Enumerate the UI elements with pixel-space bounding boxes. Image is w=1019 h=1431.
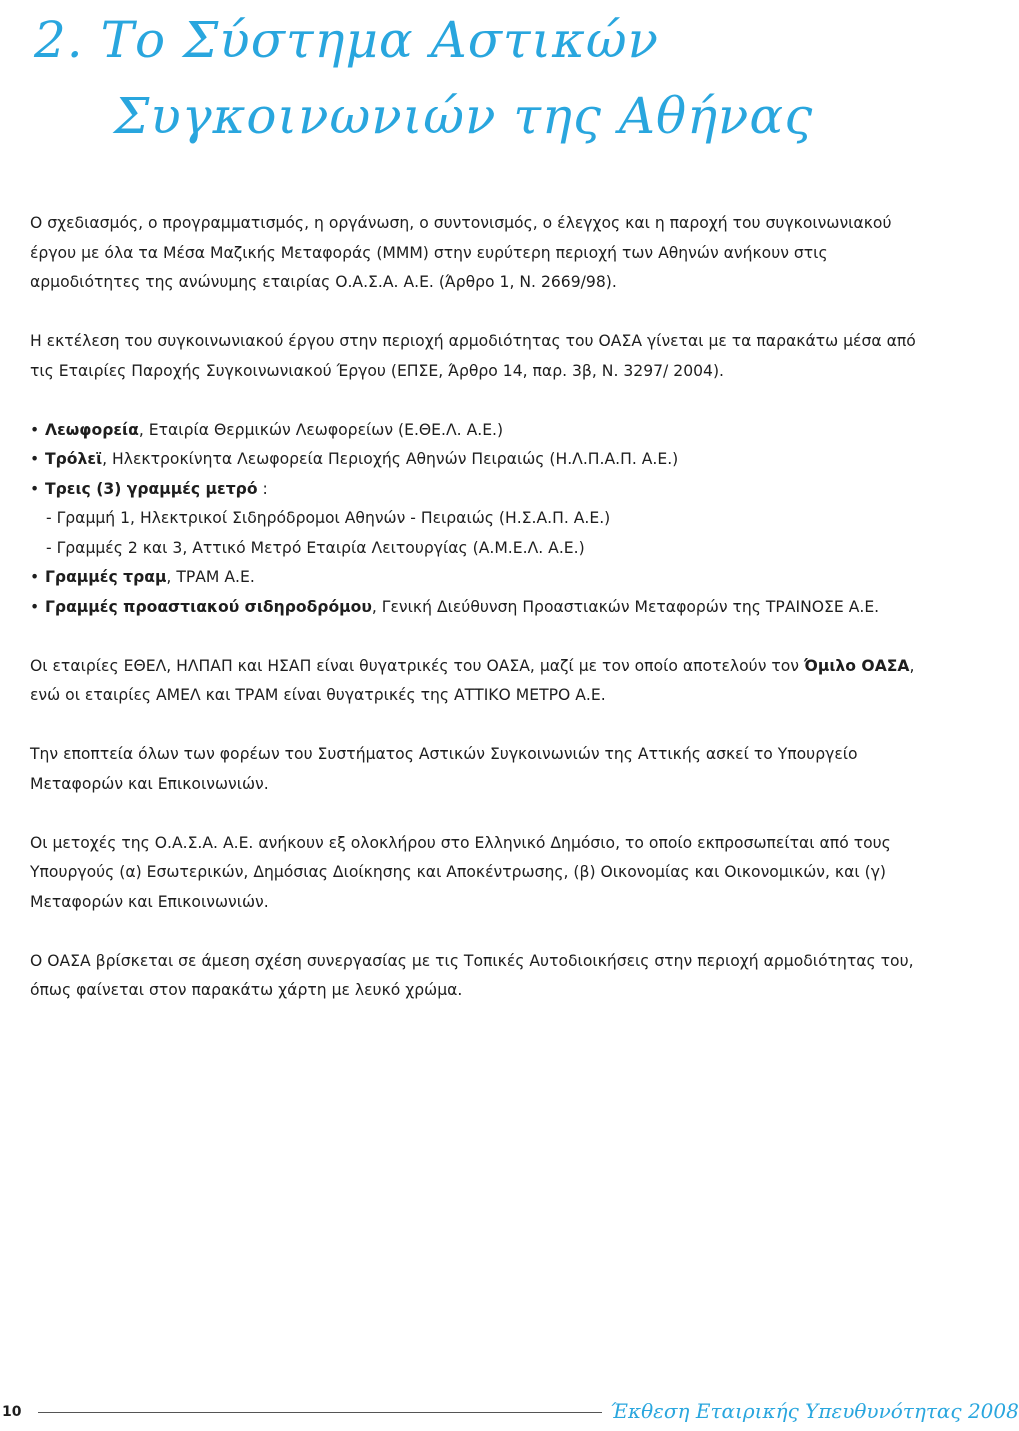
list-item — [30, 475, 936, 505]
bullet-icon: • — [30, 420, 40, 439]
sub-list-item: - Γραμμές 2 και 3, Αττικό Μετρό Εταιρία Λειτουργίας (Α.Μ.Ε.Λ. Α.Ε.) — [46, 538, 585, 557]
list-item — [30, 416, 936, 446]
title-line-2: Συγκοινωνιών της Αθήνας — [114, 87, 814, 145]
sub-list-item: - Γραμμή 1, Ηλεκτρικοί Σιδηρόδρομοι Αθηνών - Πειραιώς (Η.Σ.Α.Π. Α.Ε.) — [46, 509, 611, 527]
paragraph-competences: Ο σχεδιασμός, ο προγραμματισμός, η οργάνωση, ο συντονισμός, ο έλεγχος και η παροχή του συγκοινωνιακού έργου με όλα τα Μέσα Μαζικής Μεταφοράς (ΜΜΜ) στην ευρύτερη περιοχή των Αθηνών ανήκουν στις αρμοδιότητες της ανώνυμης εταιρίας Ο.Α.Σ.Α. Α.Ε. (Άρθρο 1, Ν. 2669/98). — [30, 214, 892, 291]
body-content — [30, 209, 936, 1006]
bullet-icon: • — [30, 568, 40, 586]
list-item — [30, 563, 936, 593]
paragraph-execution: Η εκτέλεση του συγκοινωνιακού έργου στην περιοχή αρμοδιότητας του ΟΑΣΑ γίνεται με τα παρακάτω μέσα από τις Εταιρίες Παροχής Συγκοινωνιακού Έργου (ΕΠΣΕ, Άρθρο 14, παρ. 3β, Ν. 3297/ 2004). — [30, 332, 916, 380]
page-title — [34, 2, 813, 154]
list-item-label: Λεωφορεία — [45, 420, 139, 439]
list-item — [30, 593, 936, 623]
paragraph-group-text: Οι εταιρίες ΕΘΕΛ, ΗΛΠΑΠ και ΗΣΑΠ είναι θυγατρικές του ΟΑΣΑ, μαζί με τον οποίο αποτελούν τον — [30, 656, 804, 675]
paragraph-shares: Οι μετοχές της Ο.Α.Σ.Α. Α.Ε. ανήκουν εξ ολοκλήρου στο Ελληνικό Δημόσιο, το οποίο εκπροσωπείται από τους Υπουργούς (α) Εσωτερικών, Δημόσιας Διοίκησης και Αποκέντρωσης, (β) Οικονομίας και Οικονομικών, και (γ) Μεταφορών και Επικοινωνιών. — [30, 833, 891, 911]
list-item-label: Γραμμές προαστιακού σιδηροδρόμου — [45, 597, 372, 616]
list-item-text: , Ηλεκτροκίνητα Λεωφορεία Περιοχής Αθηνών Πειραιώς (Η.Λ.Π.Α.Π. Α.Ε.) — [102, 450, 679, 468]
list-item-text: : — [257, 479, 268, 498]
list-item-text: , ΤΡΑΜ Α.Ε. — [166, 568, 255, 586]
list-item-label: Τρεις (3) γραμμές μετρό — [45, 479, 258, 498]
list-item-text: , Εταιρία Θερμικών Λεωφορείων (Ε.ΘΕ.Λ. Α.Ε.) — [138, 420, 504, 439]
group-name: Όμιλο ΟΑΣΑ — [803, 656, 910, 675]
page-number: 10 — [2, 1404, 22, 1420]
paragraph-group-text-end: , ενώ οι εταιρίες ΑΜΕΛ και ΤΡΑΜ είναι θυγατρικές της ΑΤΤΙΚΟ ΜΕΤΡΟ Α.Ε. — [30, 656, 915, 704]
bullet-icon: • — [30, 479, 40, 498]
bullet-icon: • — [30, 450, 40, 468]
footer-report-title: Έκθεση Εταιρικής Υπευθυνότητας 2008 — [610, 1399, 1019, 1423]
footer-divider — [38, 1412, 602, 1413]
bullet-icon: • — [30, 597, 40, 616]
list-item-label: Γραμμές τραμ — [45, 568, 167, 586]
title-line-1: 2. Το Σύστημα Αστικών — [34, 11, 660, 69]
list-item — [30, 445, 936, 475]
list-item-label: Τρόλεϊ — [45, 450, 103, 468]
transport-means-list — [30, 416, 936, 623]
paragraph-group — [30, 652, 936, 711]
paragraph-supervision: Την εποπτεία όλων των φορέων του Συστήματος Αστικών Συγκοινωνιών της Αττικής ασκεί το Υπουργείο Μεταφορών και Επικοινωνιών. — [30, 745, 858, 793]
list-item-text: , Γενική Διεύθυνση Προαστιακών Μεταφορών της ΤΡΑΙΝΟΣΕ Α.Ε. — [371, 597, 880, 616]
paragraph-local-authorities: Ο ΟΑΣΑ βρίσκεται σε άμεση σχέση συνεργασίας με τις Τοπικές Αυτοδιοικήσεις στην περιοχή αρμοδιότητας του, όπως φαίνεται στον παρακάτω χάρτη με λευκό χρώμα. — [30, 951, 914, 999]
